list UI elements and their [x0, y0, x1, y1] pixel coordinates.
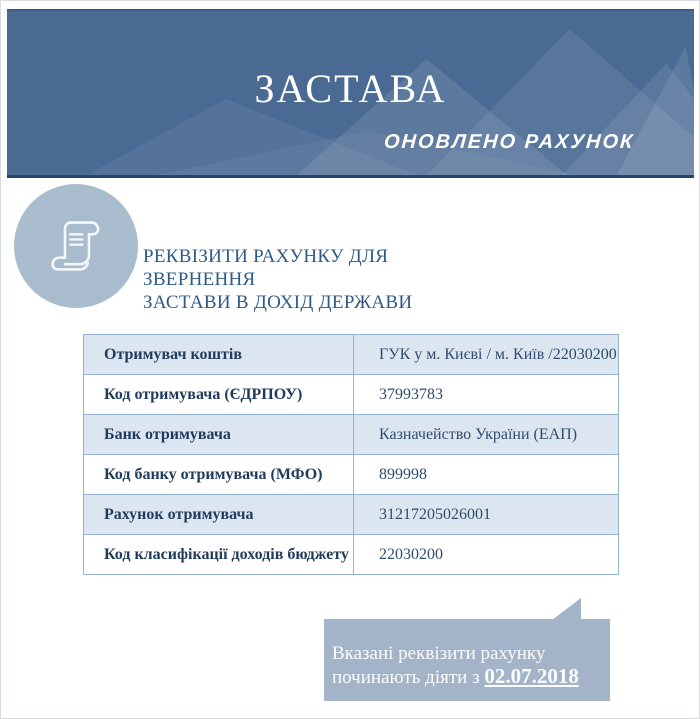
- row-label: Код класифікації доходів бюджету: [84, 535, 354, 575]
- page-title: ЗАСТАВА: [254, 66, 447, 111]
- row-value: 899998: [354, 455, 619, 495]
- table-row: [84, 375, 619, 415]
- row-label: Отримувач коштів: [84, 335, 354, 375]
- section-heading: [143, 245, 473, 314]
- row-value: 22030200: [354, 535, 619, 575]
- notice-line1: Вказані реквізити рахунку: [332, 643, 546, 664]
- table-row: [84, 455, 619, 495]
- requisites-table: [83, 334, 619, 575]
- row-label: Рахунок отримувача: [84, 495, 354, 535]
- notice-line2-prefix: починають діяти з: [332, 667, 485, 688]
- row-value: 31217205026001: [354, 495, 619, 535]
- header-banner: [7, 9, 694, 178]
- requisites-table-body: [84, 335, 619, 575]
- section-heading-line2: ЗАСТАВИ В ДОХІД ДЕРЖАВИ: [143, 292, 413, 313]
- banner-subtitle: ОНОВЛЕНО РАХУНОК: [382, 131, 635, 153]
- section-heading-line1: РЕКВІЗИТИ РАХУНКУ ДЛЯ ЗВЕРНЕННЯ: [143, 246, 389, 290]
- effective-date-notice: [324, 619, 610, 701]
- row-value: Казначейство України (ЕАП): [354, 415, 619, 455]
- effective-date: 02.07.2018: [484, 664, 579, 688]
- notice-pointer: [552, 598, 581, 620]
- scroll-icon-circle: [14, 184, 138, 308]
- row-label: Банк отримувача: [84, 415, 354, 455]
- notice-line2: [332, 665, 604, 689]
- row-value: ГУК у м. Києві / м. Київ /22030200: [354, 335, 619, 375]
- table-row: [84, 415, 619, 455]
- row-label: Код банку отримувача (МФО): [84, 455, 354, 495]
- row-label: Код отримувача (ЄДРПОУ): [84, 375, 354, 415]
- table-row: [84, 495, 619, 535]
- table-row: [84, 335, 619, 375]
- row-value: 37993783: [354, 375, 619, 415]
- table-row: [84, 535, 619, 575]
- scroll-icon: [37, 207, 115, 285]
